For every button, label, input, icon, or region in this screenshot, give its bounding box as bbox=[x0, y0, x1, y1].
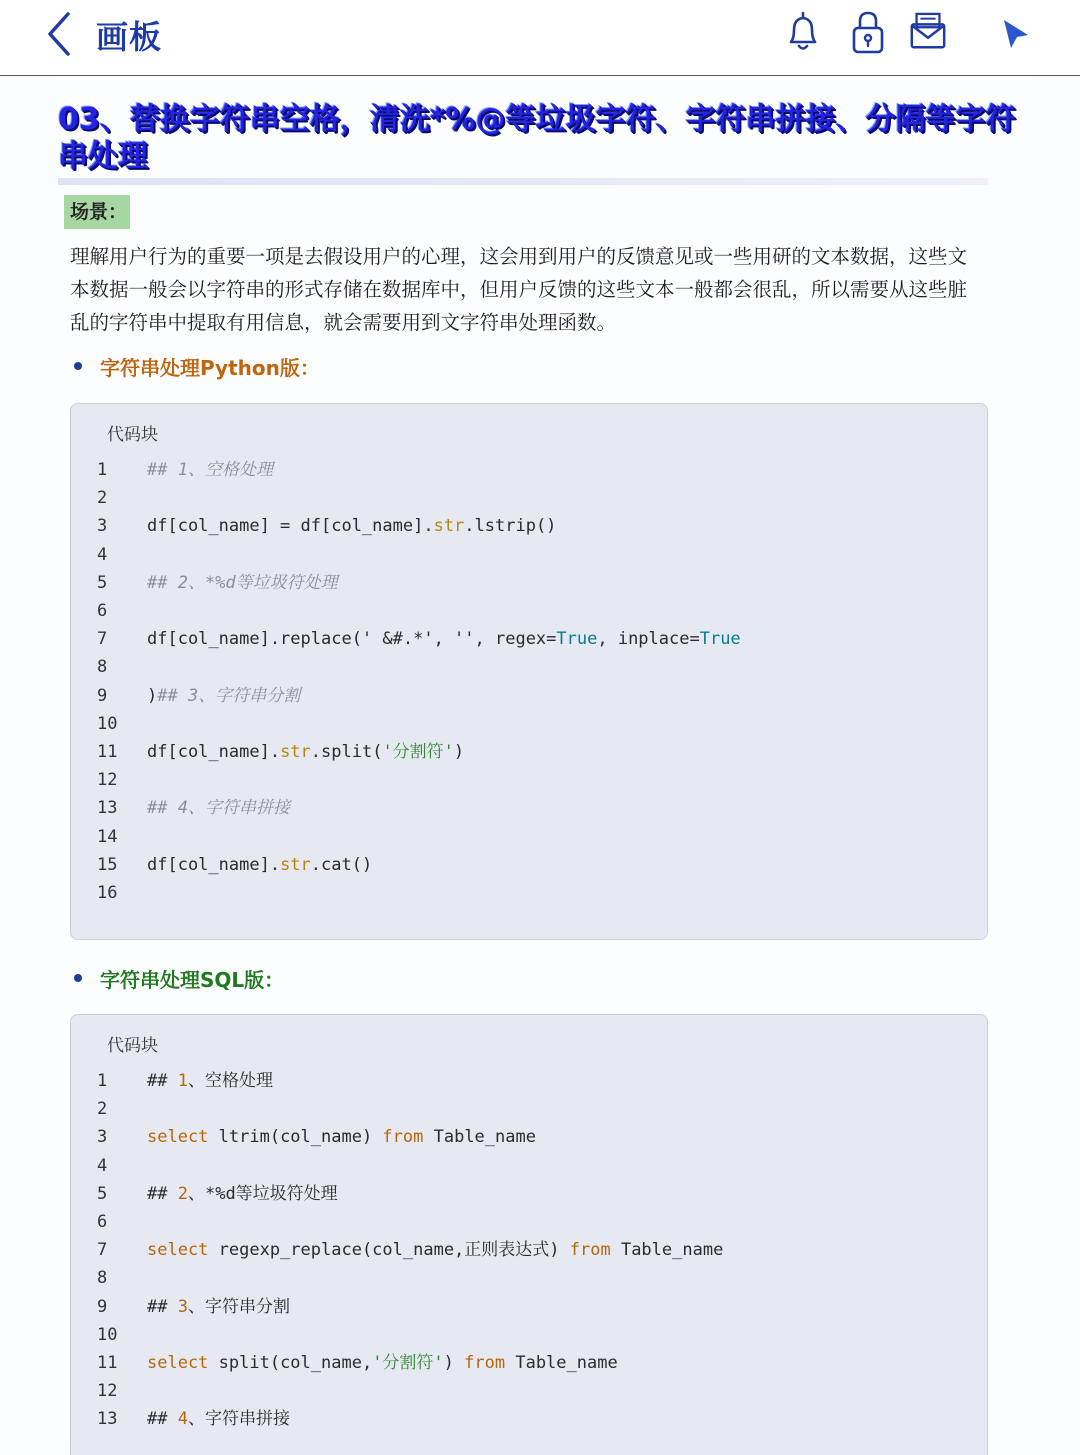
code-line bbox=[71, 1180, 971, 1208]
code-line bbox=[71, 766, 971, 794]
code-text bbox=[147, 1067, 273, 1095]
scene-paragraph: 理解用户行为的重要一项是去假设用户的心理，这会用到用户的反馈意见或一些用研的文本数据，这些文本数据一般会以字符串的形式存储在数据库中，但用户反馈的这些文本一般都会很乱，所以需要从这些脏乱的字符串中提取有用信息，就会需要用到文字符串处理函数。 bbox=[70, 245, 968, 334]
lock-icon[interactable] bbox=[848, 8, 888, 56]
line-number: 12 bbox=[97, 1381, 118, 1402]
python-code-block bbox=[70, 403, 988, 940]
mail-icon[interactable] bbox=[908, 8, 948, 56]
line-number: 11 bbox=[97, 1353, 118, 1373]
line-number: 1 bbox=[97, 460, 108, 480]
code-line bbox=[71, 710, 971, 738]
code-text bbox=[147, 1180, 338, 1208]
code-token: ) bbox=[147, 685, 158, 706]
back-chevron-icon[interactable] bbox=[44, 10, 74, 58]
code-token: ## 3、字符串分割 bbox=[157, 685, 301, 706]
line-number: 5 bbox=[97, 572, 108, 593]
code-token: '分割符' bbox=[372, 1353, 444, 1373]
code-token: .cat() bbox=[310, 854, 373, 875]
code-line bbox=[71, 823, 971, 851]
line-number: 1 bbox=[97, 1071, 108, 1091]
code-token: True bbox=[699, 629, 741, 650]
line-number: 10 bbox=[97, 713, 118, 734]
code-line bbox=[71, 1123, 971, 1151]
code-block-label: 代码块 bbox=[107, 1036, 158, 1056]
bullet-dot bbox=[74, 974, 82, 982]
code-token: select bbox=[147, 1127, 209, 1148]
code-token: from bbox=[464, 1353, 506, 1373]
code-line bbox=[71, 484, 971, 512]
code-line bbox=[71, 1095, 971, 1123]
code-token: df[col_name]. bbox=[147, 854, 281, 875]
code-text bbox=[147, 1123, 536, 1151]
code-text bbox=[147, 1236, 723, 1264]
code-line bbox=[71, 625, 971, 653]
python-section-heading: 字符串处理Python版： bbox=[100, 356, 320, 380]
code-token: ## bbox=[147, 1409, 178, 1430]
line-number: 11 bbox=[97, 742, 118, 762]
code-token: 1 bbox=[177, 1071, 188, 1091]
code-text bbox=[147, 625, 741, 653]
code-line bbox=[71, 851, 971, 879]
line-number: 7 bbox=[97, 1240, 108, 1261]
code-line bbox=[71, 1377, 971, 1405]
code-token: ## 1、空格处理 bbox=[147, 460, 273, 480]
code-text bbox=[147, 456, 273, 484]
code-line bbox=[71, 794, 971, 822]
code-token: 、*%d等垃圾符处理 bbox=[187, 1183, 338, 1204]
code-token: ) bbox=[443, 1353, 465, 1373]
code-text bbox=[147, 738, 464, 766]
sql-section-heading: 字符串处理SQL版： bbox=[100, 968, 285, 992]
code-line bbox=[71, 1236, 971, 1264]
code-line bbox=[71, 879, 971, 907]
line-number: 8 bbox=[97, 657, 108, 678]
code-token: ## 2、*%d等垃圾符处理 bbox=[147, 572, 338, 593]
sql-code-block bbox=[70, 1014, 988, 1455]
line-number: 16 bbox=[97, 883, 118, 903]
code-line bbox=[71, 1208, 971, 1236]
code-token: 、字符串分割 bbox=[187, 1296, 290, 1317]
code-line bbox=[71, 682, 971, 710]
code-token: split(col_name, bbox=[208, 1353, 373, 1373]
code-token: str bbox=[433, 516, 465, 537]
code-token: regexp_replace(col_name,正则表达式) bbox=[208, 1240, 570, 1261]
code-line bbox=[71, 1405, 971, 1433]
line-number: 4 bbox=[97, 1155, 108, 1176]
line-number: 2 bbox=[97, 1099, 108, 1120]
code-text bbox=[147, 512, 556, 540]
code-line bbox=[71, 738, 971, 766]
code-token: df[col_name]. bbox=[147, 742, 281, 762]
code-token: from bbox=[569, 1240, 611, 1261]
code-token: ) bbox=[453, 742, 465, 762]
code-text bbox=[147, 1405, 290, 1433]
code-text bbox=[147, 851, 372, 879]
line-number: 10 bbox=[97, 1324, 118, 1345]
code-block-label: 代码块 bbox=[107, 425, 158, 445]
code-token: 2 bbox=[177, 1183, 188, 1204]
code-line bbox=[71, 1067, 971, 1095]
code-text bbox=[147, 1349, 618, 1377]
code-token: 、字符串拼接 bbox=[187, 1409, 290, 1430]
code-token: ## bbox=[147, 1071, 178, 1091]
line-number: 2 bbox=[97, 488, 108, 509]
code-text bbox=[147, 794, 290, 822]
article-heading: 03、替换字符串空格，清洗*%@等垃圾字符、字符串拼接、分隔等字符串处理 bbox=[58, 102, 1016, 174]
bullet-dot bbox=[74, 362, 82, 370]
line-number: 9 bbox=[97, 685, 108, 706]
page-title: 画板 bbox=[96, 18, 163, 56]
code-line bbox=[71, 1264, 971, 1292]
code-token: '分割符' bbox=[382, 742, 454, 762]
line-number: 5 bbox=[97, 1183, 108, 1204]
code-token: 3 bbox=[177, 1296, 188, 1317]
code-line bbox=[71, 1321, 971, 1349]
code-token: select bbox=[147, 1240, 209, 1261]
line-number: 8 bbox=[97, 1268, 108, 1289]
code-token: 、空格处理 bbox=[187, 1071, 273, 1091]
code-token: 4 bbox=[177, 1409, 188, 1430]
line-number: 14 bbox=[97, 826, 118, 847]
heading-underline bbox=[58, 178, 988, 185]
line-number: 6 bbox=[97, 601, 108, 621]
code-line bbox=[71, 541, 971, 569]
code-token: True bbox=[556, 629, 598, 650]
line-number: 13 bbox=[97, 1409, 118, 1430]
line-number: 15 bbox=[97, 854, 118, 875]
code-line bbox=[71, 456, 971, 484]
line-number: 7 bbox=[97, 629, 108, 650]
code-line bbox=[71, 512, 971, 540]
code-line bbox=[71, 1349, 971, 1377]
code-token: str bbox=[280, 854, 311, 875]
line-number: 6 bbox=[97, 1212, 108, 1232]
code-line bbox=[71, 597, 971, 625]
code-line bbox=[71, 569, 971, 597]
code-token: select bbox=[147, 1353, 209, 1373]
code-token: df[col_name] = df[col_name]. bbox=[147, 516, 434, 537]
code-line bbox=[71, 1293, 971, 1321]
code-text bbox=[147, 1293, 290, 1321]
code-text bbox=[147, 569, 338, 597]
top-bar bbox=[0, 0, 1080, 76]
cursor-arrow-icon[interactable] bbox=[996, 8, 1036, 56]
code-token: Table_name bbox=[505, 1353, 618, 1373]
code-token: Table_name bbox=[610, 1240, 724, 1261]
code-token: .lstrip() bbox=[464, 516, 557, 537]
code-token: ltrim(col_name) bbox=[208, 1127, 383, 1148]
bell-icon[interactable] bbox=[783, 8, 823, 56]
scene-label: 场景： bbox=[64, 195, 130, 229]
line-number: 9 bbox=[97, 1296, 108, 1317]
code-token: from bbox=[382, 1127, 424, 1148]
line-number: 4 bbox=[97, 544, 108, 565]
code-token: .split( bbox=[310, 742, 383, 762]
code-text bbox=[147, 682, 300, 710]
line-number: 13 bbox=[97, 798, 118, 819]
line-number: 12 bbox=[97, 770, 118, 791]
code-token: ## bbox=[147, 1183, 178, 1204]
code-token: df[col_name].replace(' &#.*', '', regex= bbox=[147, 629, 557, 650]
code-token: ## 4、字符串拼接 bbox=[147, 798, 290, 819]
code-token: Table_name bbox=[423, 1127, 536, 1148]
code-line bbox=[71, 1152, 971, 1180]
code-token: , inplace= bbox=[597, 629, 700, 650]
line-number: 3 bbox=[97, 516, 108, 537]
line-number: 3 bbox=[97, 1127, 108, 1148]
code-token: str bbox=[280, 742, 311, 762]
code-line bbox=[71, 653, 971, 681]
code-token: ## bbox=[147, 1296, 178, 1317]
